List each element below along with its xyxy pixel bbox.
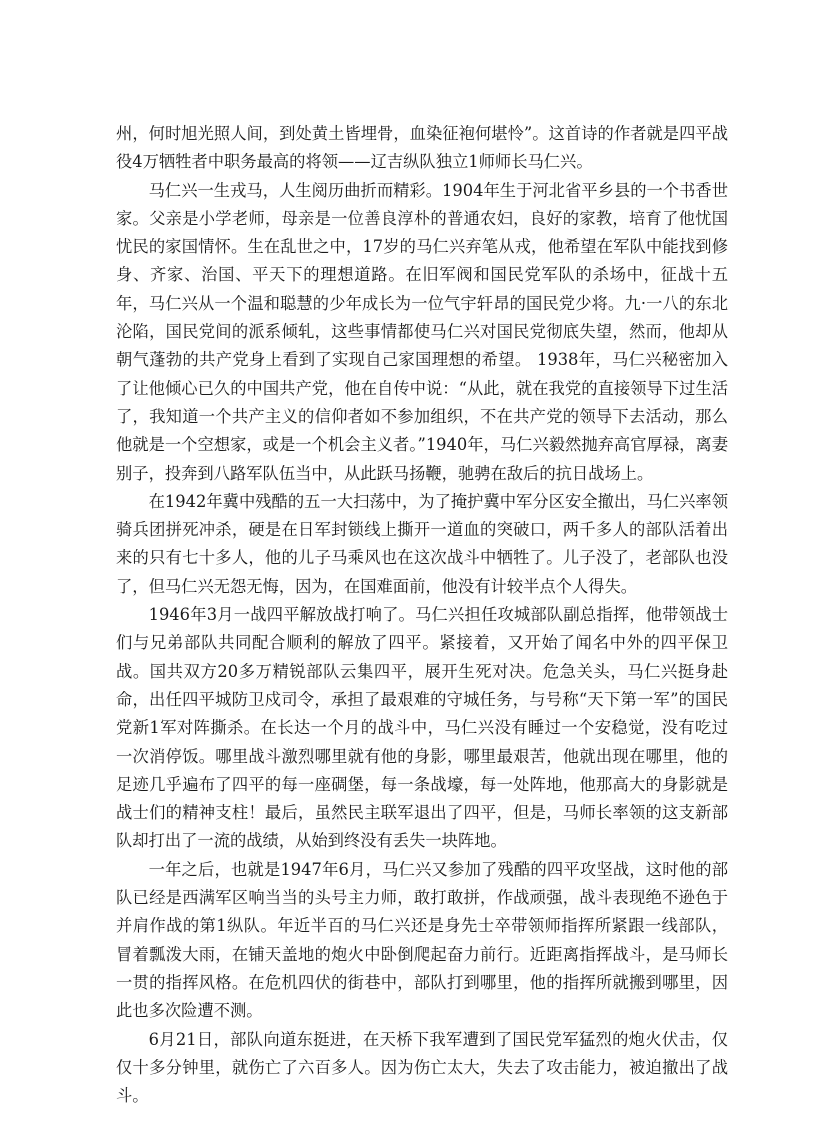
paragraph-1947-siping: 一年之后，也就是1947年6月，马仁兴又参加了残酷的四平攻坚战，这时他的部队已经是西满军区响当当的头号主力师，敢打敢拼，作战顽强，战斗表现绝不逊色于并肩作战的第1纵队。年近半百的马仁兴还是身先士卒带领师指挥所紧跟一线部队，冒着瓢泼大雨，在铺天盖地的炮火中卧倒爬起奋力前行。近距离指挥战斗，是马师长一贯的指挥风格。在危机四伏的街巷中，部队打到哪里，他的指挥所就搬到哪里，因此也多次险遭不测。 bbox=[116, 859, 728, 1021]
paragraph-june-21: 6月21日，部队向道东挺进，在天桥下我军遭到了国民党军猛烈的炮火伏击，仅仅十多分钟里，就伤亡了六百多人。因为伤亡太大，失去了攻击能力，被迫撤出了战斗。 bbox=[116, 1029, 728, 1106]
body-text bbox=[116, 120, 728, 1110]
paragraph-poem-continuation: 州，何时旭光照人间，到处黄土皆埋骨，血染征袍何堪怜”。这首诗的作者就是四平战役4万牺牲者中职务最高的将领——辽吉纵队独立1师师长马仁兴。 bbox=[116, 124, 728, 172]
paragraph-1946-siping: 1946年3月一战四平解放战打响了。马仁兴担任攻城部队副总指挥，他带领战士们与兄弟部队共同配合顺利的解放了四平。紧接着，又开始了闻名中外的四平保卫战。国共双方20多万精锐部队云集四平，展开生死对决。危急关头，马仁兴挺身赴命，出任四平城防卫戍司令，承担了最艰难的守城任务，与号称“天下第一军”的国民党新1军对阵撕杀。在长达一个月的战斗中，马仁兴没有睡过一个安稳觉，没有吃过一次消停饭。哪里战斗激烈哪里就有他的身影，哪里最艰苦，他就出现在哪里，他的足迹几乎遍布了四平的每一座碉堡，每一条战壕，每一处阵地，他那高大的身影就是战士们的精神支柱！最后，虽然民主联军退出了四平，但是，马师长率领的这支新部队却打出了一流的战绩，从始到终没有丢失一块阵地。 bbox=[116, 605, 728, 851]
paragraph-biography: 马仁兴一生戎马，人生阅历曲折而精彩。1904年生于河北省平乡县的一个书香世家。父亲是小学老师，母亲是一位善良淳朴的普通农妇，良好的家教，培育了他忧国忧民的家国情怀。生在乱世之中，17岁的马仁兴弃笔从戎，他希望在军队中能找到修身、齐家、治国、平天下的理想道路。在旧军阀和国民党军队的杀场中，征战十五年，马仁兴从一个温和聪慧的少年成长为一位气宇轩昂的国民党少将。九·一八的东北沦陷，国民党间的派系倾轧，这些事情都使马仁兴对国民党彻底失望，然而，他却从朝气蓬勃的共产党身上看到了实现自己家国理想的希望。 1938年，马仁兴秘密加入了让他倾心已久的中国共产党，他在自传中说：“从此，就在我党的直接领导下过生活了，我知道一个共产主义的信仰者如不参加组织，不在共产党的领导下去活动，那么他就是一个空想家，或是一个机会主义者。”1940年，马仁兴毅然抛弃高官厚禄，离妻别子，投奔到八路军队伍当中，从此跃马扬鞭，驰骋在敌后的抗日战场上。 bbox=[116, 180, 728, 483]
paragraph-1942-raid: 在1942年冀中残酷的五一大扫荡中，为了掩护冀中军分区安全撤出，马仁兴率领骑兵团拼死冲杀，硬是在日军封锁线上撕开一道血的突破口，两千多人的部队活着出来的只有七十多人，他的儿子马乘风也在这次战斗中牺牲了。儿子没了，老部队也没了，但马仁兴无怨无悔，因为，在国难面前，他没有计较半点个人得失。 bbox=[116, 491, 728, 596]
